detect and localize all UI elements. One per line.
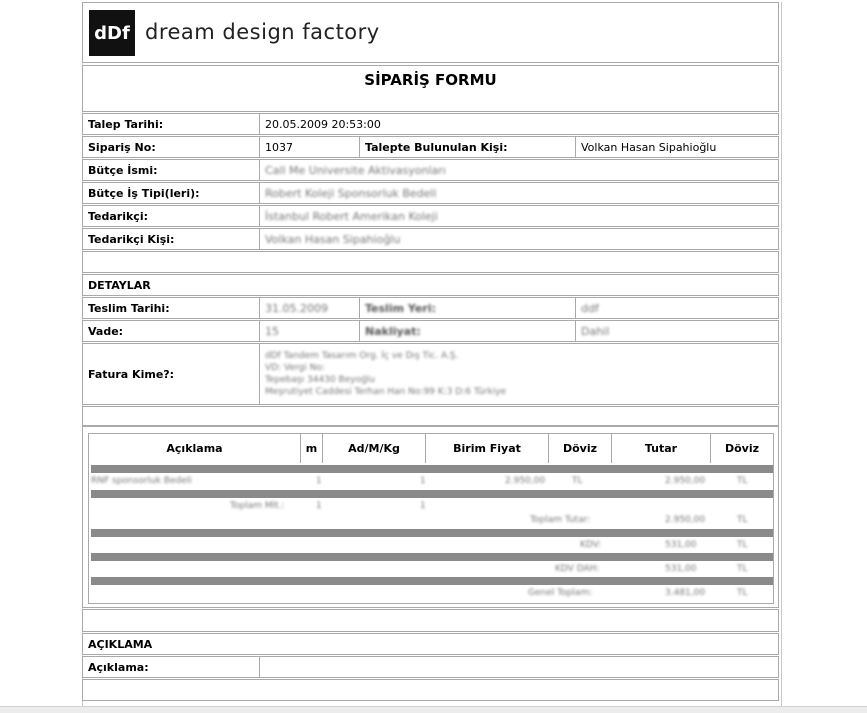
row-butce-is-tipi: [82, 182, 779, 204]
label-siparis-no: Sipariş No:: [88, 140, 156, 154]
label-teslim-yeri: Teslim Yeri:: [359, 298, 575, 318]
kdv-row: KDV: 531,00 TL: [580, 540, 748, 550]
value-tedarikci-kisi: Volkan Hasan Sipahioğlu: [259, 229, 778, 249]
fatura-line: dDf Tandem Tasarım Org. İç ve Dış Tic. A.Ş.: [265, 351, 459, 361]
row-divider: [91, 490, 773, 498]
value-aciklama: [259, 657, 778, 677]
spacer-row: [82, 251, 779, 273]
col-birim-fiyat: Birim Fiyat: [426, 434, 549, 463]
row-aciklama-title: [82, 633, 779, 655]
row-siparis-no: [82, 136, 779, 158]
value-siparis-no: 1037: [259, 137, 359, 157]
label-aciklama: Açıklama:: [88, 660, 149, 674]
label-tedarikci: Tedarikçi:: [88, 209, 149, 223]
value-teslim-yeri: ddf: [575, 298, 778, 318]
row-talep-tarihi: [82, 113, 779, 135]
label-nakliyat: Nakliyat:: [359, 321, 575, 341]
label-vade: Vade:: [88, 324, 124, 338]
kdv-dahil-row: KDV DAH: 531,00 TL: [555, 564, 748, 574]
table-row: RNF sponsorluk Bedeli 1 1 2.950,00 TL 2.950,00 TL: [91, 476, 748, 486]
genel-toplam-row: Genel Toplam: 3.481,00 TL: [528, 588, 748, 598]
row-divider: [91, 465, 773, 473]
spacer-row: [82, 406, 779, 426]
items-header: [89, 434, 773, 463]
label-butce-ismi: Bütçe İsmi:: [88, 163, 158, 177]
row-detaylar-title: [82, 274, 779, 296]
items-table: [88, 433, 774, 604]
logo-mark: dDf: [89, 10, 135, 56]
col-m: m: [301, 434, 323, 463]
toplam-tutar-row: Toplam Tutar: 2.950,00 TL: [530, 515, 748, 525]
value-butce-is-tipi: Robert Koleji Sponsorluk Bedeli: [259, 183, 778, 203]
form-title-box: [82, 65, 779, 112]
value-nakliyat: Dahil: [575, 321, 778, 341]
row-tedarikci-kisi: [82, 228, 779, 250]
logo-header: [82, 2, 779, 63]
label-talepte: Talepte Bulunulan Kişi:: [359, 137, 575, 157]
toplam-m-row: Toplam Mlt.: 1 1: [230, 501, 426, 511]
fatura-line: Tepebaşı 34430 Beyoğlu: [265, 375, 375, 385]
row-vade: [82, 320, 779, 342]
spacer-row: [82, 609, 779, 632]
label-tedarikci-kisi: Tedarikçi Kişi:: [88, 232, 175, 246]
row-fatura: [82, 343, 779, 405]
value-talepte: Volkan Hasan Sipahioğlu: [575, 137, 778, 157]
label-fatura: Fatura Kime?:: [88, 367, 175, 381]
fatura-line: Meşrutiyet Caddesi Terhan Han No:99 K:3 D:6 Türkiye: [265, 387, 507, 397]
value-tedarikci: İstanbul Robert Amerikan Koleji: [259, 206, 778, 226]
value-talep-tarihi: 20.05.2009 20:53:00: [259, 114, 778, 134]
detaylar-title: DETAYLAR: [88, 278, 151, 292]
fatura-line: VD: Vergi No:: [265, 363, 325, 373]
row-divider: [91, 553, 773, 561]
col-doviz: Döviz: [549, 434, 612, 463]
col-aciklama: Açıklama: [89, 434, 301, 463]
value-fatura: [259, 344, 778, 404]
logo-text: dream design factory: [145, 20, 380, 44]
label-butce-is-tipi: Bütçe İş Tipi(leri):: [88, 186, 200, 200]
col-tutar: Tutar: [612, 434, 711, 463]
row-divider: [91, 577, 773, 585]
label-talep-tarihi: Talep Tarihi:: [88, 117, 164, 131]
value-butce-ismi: Call Me Universite Aktivasyonları: [259, 160, 778, 180]
value-vade: 15: [259, 321, 359, 341]
row-tedarikci: [82, 205, 779, 227]
value-teslim-tarihi: 31.05.2009: [259, 298, 359, 318]
aciklama-title: AÇIKLAMA: [88, 637, 153, 651]
row-aciklama: [82, 656, 779, 678]
col-adet: Ad/M/Kg: [323, 434, 426, 463]
spacer-row: [82, 679, 779, 701]
row-butce-ismi: [82, 159, 779, 181]
col-doviz2: Döviz: [724, 442, 760, 455]
form-title: SİPARİŞ FORMU: [364, 71, 497, 89]
row-teslim: [82, 297, 779, 319]
label-teslim-tarihi: Teslim Tarihi:: [88, 301, 170, 315]
row-divider: [91, 529, 773, 537]
